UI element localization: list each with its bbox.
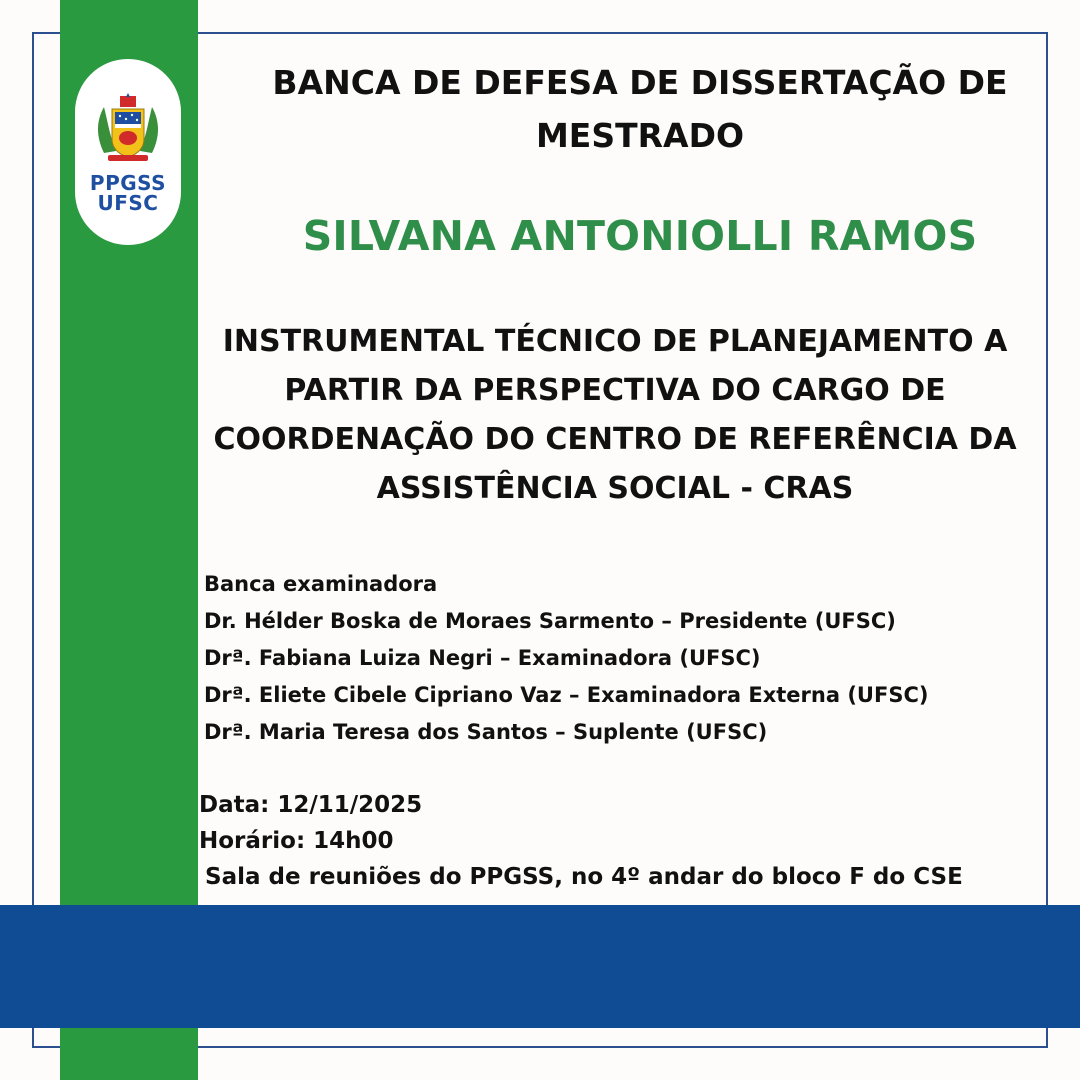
committee-member: Drª. Fabiana Luiza Negri – Examinadora (UFSC) (204, 646, 761, 670)
logo-text-ufsc: UFSC (97, 191, 159, 215)
thesis-title-line: ASSISTÊNCIA SOCIAL - CRAS (376, 471, 854, 506)
heading-line: MESTRADO (535, 116, 745, 155)
event-heading (230, 56, 1050, 162)
event-venue: Sala de reuniões do PPGSS, no 4º andar do bloco F do CSE (205, 864, 963, 890)
thesis-title-line: COORDENAÇÃO DO CENTRO DE REFERÊNCIA DA (213, 422, 1017, 457)
thesis-title (190, 317, 1040, 513)
committee-member: Dr. Hélder Boska de Moraes Sarmento – Presidente (UFSC) (204, 609, 896, 633)
event-time: Horário: 14h00 (199, 828, 394, 854)
blue-footer-band (0, 905, 1080, 1028)
thesis-title-line: PARTIR DA PERSPECTIVA DO CARGO DE (284, 373, 946, 408)
event-date: Data: 12/11/2025 (199, 792, 423, 818)
candidate-name: SILVANA ANTONIOLLI RAMOS (302, 212, 978, 260)
committee-member: Drª. Maria Teresa dos Santos – Suplente (UFSC) (204, 720, 768, 744)
ppgss-ufsc-logo (75, 59, 181, 245)
committee-list (204, 566, 1064, 751)
heading-line: BANCA DE DEFESA DE DISSERTAÇÃO DE (272, 63, 1008, 102)
thesis-title-line: INSTRUMENTAL TÉCNICO DE PLANEJAMENTO A (222, 324, 1008, 359)
committee-heading: Banca examinadora (204, 572, 438, 596)
event-info (199, 787, 1059, 895)
ufsc-crest-icon (94, 93, 162, 167)
logo-text-ppgss: PPGSS (89, 171, 167, 195)
committee-member: Drª. Eliete Cibele Cipriano Vaz – Examinadora Externa (UFSC) (204, 683, 929, 707)
